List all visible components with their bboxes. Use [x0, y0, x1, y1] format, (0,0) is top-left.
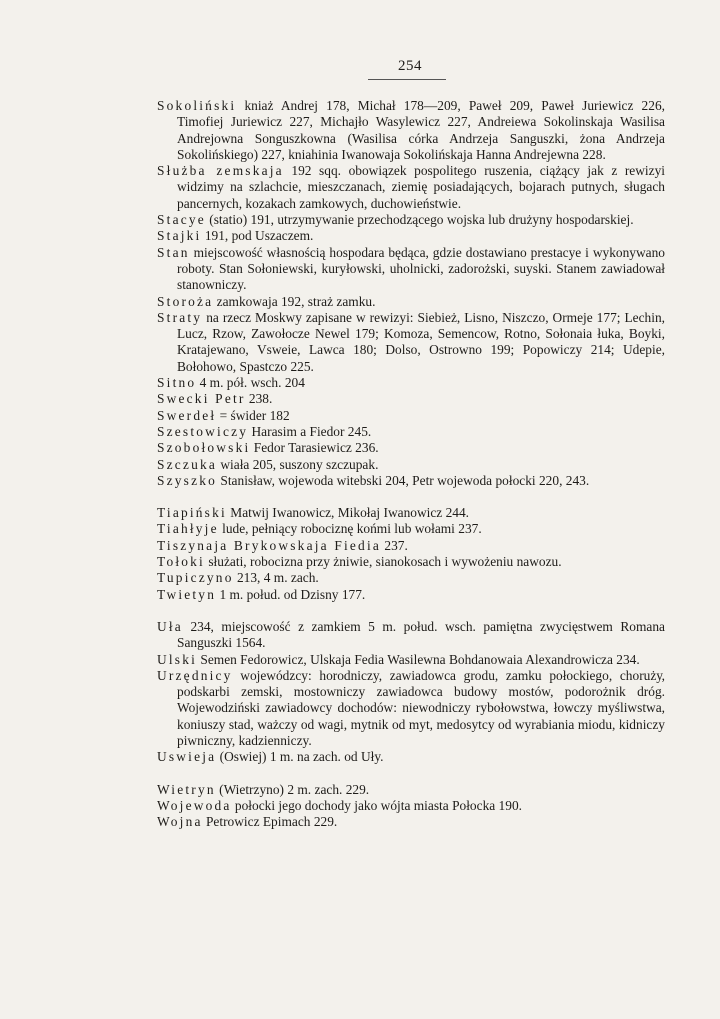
- index-entry: [157, 570, 665, 586]
- group-gap: [157, 766, 665, 782]
- entry-text: służati, robocizna przy żniwie, sianokosach i wywożeniu nawozu.: [208, 554, 562, 570]
- index-entry: [157, 98, 665, 163]
- entry-headword: Swecki Petr: [157, 391, 246, 407]
- entry-text: 1 m. połud. od Dzisny 177.: [219, 586, 366, 602]
- entry-headword: Tiszynaja Brykowskaja Fiedia: [157, 537, 382, 553]
- entry-text: Fedor Tarasiewicz 236.: [253, 440, 379, 456]
- entry-text: (statio) 191, utrzymywanie przechodzącego wojska lub drużyny hospodarskiej.: [209, 212, 634, 228]
- entry-headword: Ulski: [157, 651, 198, 667]
- entry-text: 237.: [384, 537, 408, 553]
- index-entry: [157, 294, 665, 310]
- entry-text: 234, miejscowość z zamkiem 5 m. połud. wsch. pamiętna zwycięstwem Romana Sanguszki 1564.: [177, 618, 665, 651]
- entry-headword: Sokoliński: [157, 98, 237, 113]
- entry-text: 191, pod Uszaczem.: [204, 228, 314, 244]
- entry-headword: Stan: [157, 244, 190, 260]
- entry-headword: Stajki: [157, 228, 202, 244]
- entry-headword: Szyszko: [157, 472, 218, 488]
- index-entry: [157, 505, 665, 521]
- entry-headword: Wojewoda: [157, 797, 232, 813]
- entry-headword: Szobołowski: [157, 440, 251, 456]
- entry-text: = świder 182: [219, 407, 290, 423]
- entry-headword: Straty: [157, 309, 203, 325]
- index-entry: [157, 375, 665, 391]
- index-entry: [157, 424, 665, 440]
- page-number-rule: [368, 79, 446, 80]
- entry-headword: Tiapiński: [157, 505, 227, 521]
- index-entry: [157, 473, 665, 489]
- index-entry: [157, 408, 665, 424]
- entry-text: Matwij Iwanowicz, Mikołaj Iwanowicz 244.: [230, 505, 470, 521]
- entry-text: 238.: [248, 391, 273, 407]
- entry-text: 213, 4 m. zach.: [236, 570, 319, 586]
- index-content: [157, 98, 665, 830]
- index-entry: [157, 440, 665, 456]
- index-entry: [157, 228, 665, 244]
- entry-text: wojewódzcy: horodniczy, zawiadowca grodu, zamku połockiego, chorużу, podskarbi zemski, mostowniczy zawiadowca budowy mostów, podorożnik dróg. Wojewodziński zawiadowcy dochodów: niewodniczy rybołowstwa, łowczy myśliwstwa, koniuszy stad, ważczy od wagi, mytnik od myt, medosytcy od wyrabiania miodu, kidniczy piwniczny, kadzienniczy.: [177, 667, 665, 748]
- index-entry: [157, 587, 665, 603]
- entry-headword: Storoża: [157, 293, 214, 309]
- entry-headword: Wojna: [157, 814, 203, 830]
- group-gap: [157, 489, 665, 505]
- entry-headword: Tiahłyje: [157, 521, 219, 537]
- entry-text: lude, pełniący robociznę końmi lub wołami 237.: [222, 521, 482, 537]
- entry-text: 4 m. pół. wsch. 204: [199, 375, 305, 391]
- index-entry: [157, 798, 665, 814]
- index-entry: [157, 749, 665, 765]
- entry-headword: Służba zemskaja: [157, 163, 284, 179]
- index-entry: [157, 554, 665, 570]
- entry-text: wiała 205, suszony szczupak.: [220, 456, 379, 472]
- index-entry: [157, 310, 665, 375]
- index-entry: [157, 521, 665, 537]
- entry-headword: Stacye: [157, 212, 206, 228]
- entry-headword: Tupiczyno: [157, 570, 234, 586]
- entry-headword: Twietyn: [157, 586, 217, 602]
- page-number: 254: [398, 58, 422, 74]
- index-entry: [157, 782, 665, 798]
- entry-text: zamkowaja 192, straż zamku.: [216, 293, 376, 309]
- entry-text: na rzecz Moskwy zapisane w rewizyi: Siebież, Lisno, Niszczo, Ormeje 177; Lechin, Lucz, Rzow, Zawołocze Newel 179; Komoza, Semencow, Rotno, Sołonaia łuka, Boyki, Kratajewano, Vsweie, Lawca 180; Dolso, Ostrowno 199; Popowiczy 214; Udepie, Bołohowo, Spastczo 225.: [177, 309, 665, 374]
- entry-headword: Uła: [157, 618, 183, 634]
- index-entry: [157, 619, 665, 652]
- entry-text: miejscowość własnością hospodara będąca, gdzie dostawiano prestacye i wykonywano roboty. Stan Sołoniewski, kuryłowski, uholnicki, zadorożski, suyski. Stanem zawiadował stanowniczy.: [177, 244, 665, 293]
- entry-headword: Sitno: [157, 375, 197, 391]
- entry-headword: Urzędnicy: [157, 667, 233, 683]
- index-entry: [157, 245, 665, 294]
- entry-text: Harasim a Fiedor 245.: [251, 423, 372, 439]
- entry-text: Stanisław, wojewoda witebski 204, Petr wojewoda połocki 220, 243.: [220, 472, 590, 488]
- entry-headword: Wietryn: [157, 781, 216, 797]
- index-entry: [157, 668, 665, 749]
- entry-headword: Tołoki: [157, 554, 205, 570]
- entry-text: Semen Fedorowicz, Ulskaja Fedia Wasilewna Bohdanowaia Alexandrowicza 234.: [200, 651, 640, 667]
- index-entry: [157, 163, 665, 212]
- group-gap: [157, 603, 665, 619]
- entry-text: połocki jego dochody jako wójta miasta Połocka 190.: [234, 797, 522, 813]
- entry-text: (Wietrzyno) 2 m. zach. 229.: [219, 781, 370, 797]
- entry-text: kniaż Andrej 178, Michał 178—209, Paweł 209, Paweł Juriewicz 226, Timofiej Juriewicz 227, Michajło Wasylewicz 227, Andreiewa Sokolinskaja Wasilisa Andrejowna Songuszkowna (Wasilisa córka Andrzeja Sanguszki, żona Andrzeja Sokolińskiego) 227, kniahinia Iwanowaja Sokolińskaja Hanna Andrejewna 228.: [177, 98, 665, 162]
- entry-headword: Swerdeł: [157, 407, 217, 423]
- entry-text: (Oswiej) 1 m. na zach. od Uły.: [219, 749, 384, 765]
- index-entry: [157, 212, 665, 228]
- entry-headword: Uswieja: [157, 749, 217, 765]
- entry-headword: Szczuka: [157, 456, 218, 472]
- index-entry: [157, 391, 665, 407]
- index-entry: [157, 457, 665, 473]
- index-entry: [157, 538, 665, 554]
- index-entry: [157, 652, 665, 668]
- entry-headword: Szestowiczy: [157, 423, 249, 439]
- index-entry: [157, 814, 665, 830]
- entry-text: Petrowicz Epimach 229.: [205, 814, 338, 830]
- entry-text: 192 sqq. obowiązek pospolitego ruszenia, ciążący jak z rewizyi widzimy na szlachcie, mieszczanach, ziemię posiadających, bojarach putnych, sługach pancernych, kozakach zamkowych, duchowieństwie.: [177, 163, 665, 211]
